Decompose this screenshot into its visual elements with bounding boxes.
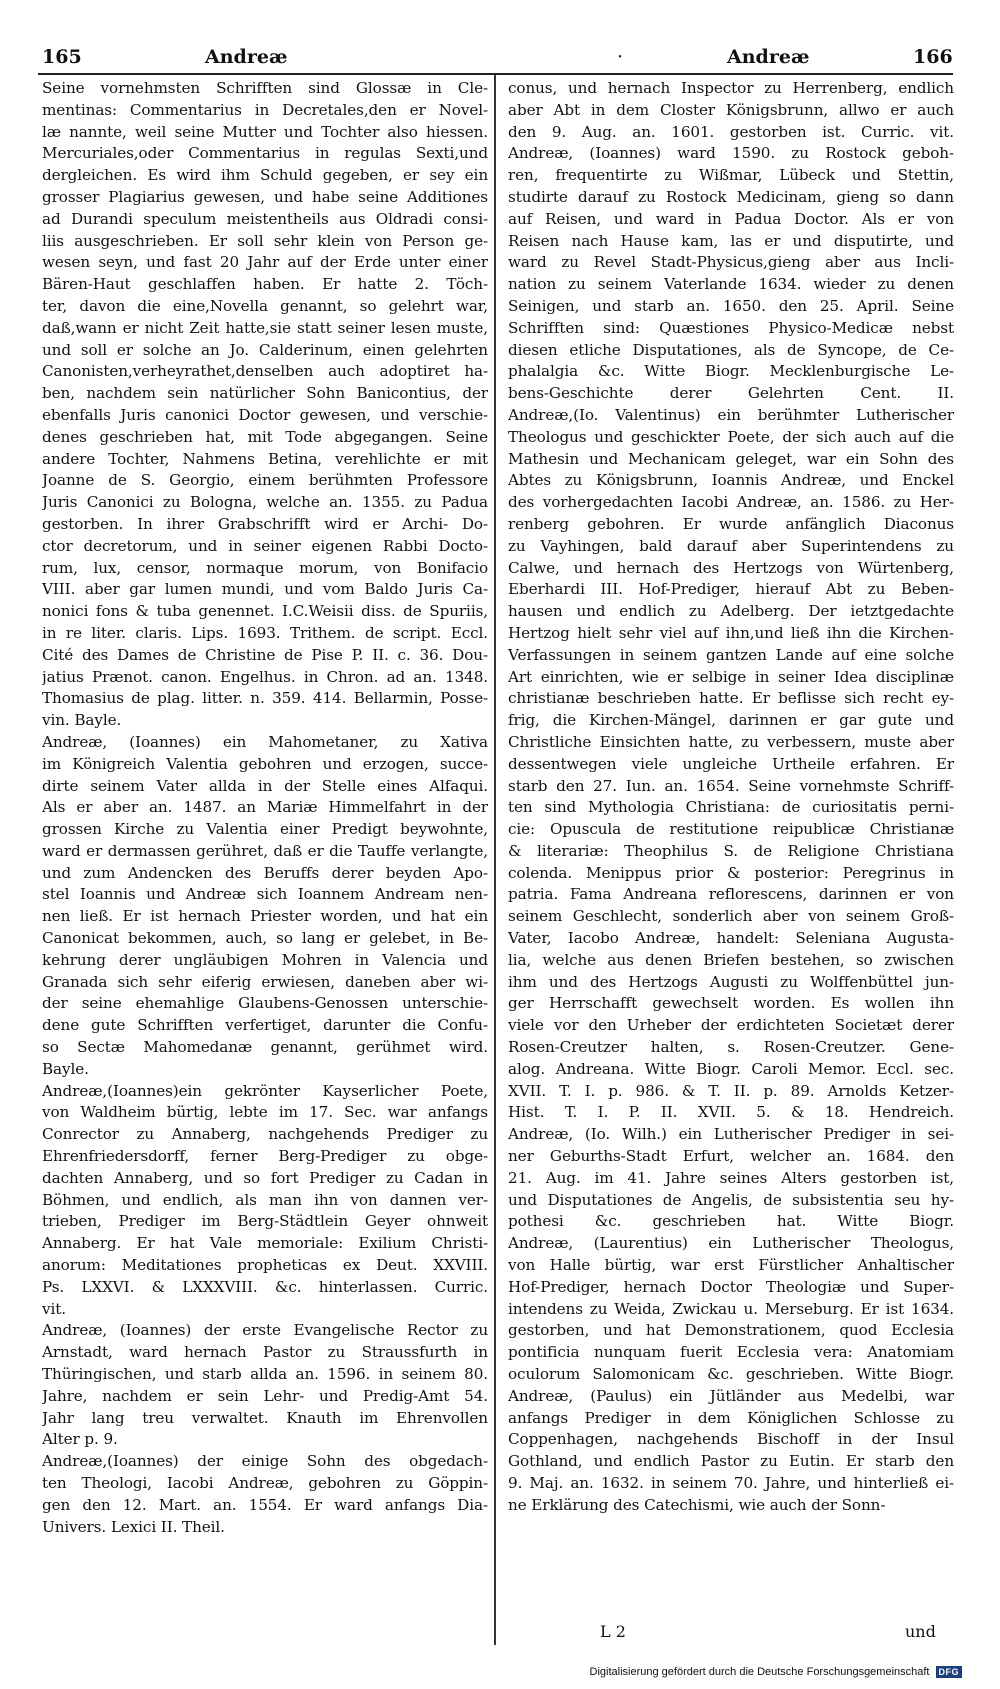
- text-line: gestorben. In ihrer Grabschrifft wird er Archi- Do-: [42, 514, 488, 533]
- text-line: Jahre, nachdem er sein Lehr- und Predig-Amt 54.: [42, 1386, 488, 1405]
- text-line: denes geschrieben hat, mit Tode abgegangen. Seine: [42, 427, 488, 446]
- text-line: in re liter. claris. Lips. 1693. Trithem. de script. Eccl.: [42, 623, 488, 642]
- text-line: Thüringischen, und starb allda an. 1596. in seinem 80.: [42, 1365, 488, 1384]
- text-line: Böhmen, und endlich, als man ihn von dannen ver-: [42, 1190, 488, 1209]
- text-line: und Disputationes de Angelis, de subsistentia seu hy-: [508, 1190, 954, 1209]
- text-line: Andreæ,(Ioannes) der einige Sohn des obgedach-: [42, 1452, 488, 1471]
- text-line: pothesi &c. geschrieben hat. Witte Biogr.: [508, 1212, 954, 1231]
- text-line: Rosen-Creutzer halten, s. Rosen-Creutzer. Gene-: [508, 1038, 954, 1057]
- left-running-title: Andreæ: [205, 46, 288, 68]
- text-line: starb den 27. Iun. an. 1654. Seine vornehmste Schriff-: [508, 776, 954, 795]
- text-line: Bayle.: [42, 1059, 89, 1078]
- text-line: Annaberg. Er hat Vale memoriale: Exilium Christi-: [42, 1234, 488, 1253]
- text-line: ebenfalls Juris canonici Doctor gewesen, und verschie-: [42, 405, 488, 424]
- text-line: mentinas: Commentarius in Decretales,den er Novel-: [42, 100, 488, 119]
- text-line: grossen Kirche zu Valentia einer Predigt beywohnte,: [42, 820, 488, 839]
- column-divider: [494, 75, 496, 1645]
- text-line: ren, frequentirte zu Wißmar, Lübeck und Stettin,: [508, 166, 954, 185]
- text-line: Canonisten,verheyrathet,denselben auch adoptiret ha-: [42, 362, 488, 381]
- text-line: dachten Annaberg, und so fort Prediger zu Cadan in: [42, 1168, 488, 1187]
- text-line: alog. Andreana. Witte Biogr. Caroli Memor. Eccl. sec.: [508, 1059, 954, 1078]
- text-line: jatius Prænot. canon. Engelhus. in Chron. ad an. 1348.: [42, 667, 488, 686]
- text-line: seinem Geschlecht, sonderlich aber von seinem Groß-: [508, 907, 954, 926]
- text-line: patria. Fama Andreana reflorescens, darinnen er von: [508, 885, 954, 904]
- text-line: hausen und endlich zu Adelberg. Der ietztgedachte: [508, 602, 954, 621]
- right-page-number: 166: [913, 46, 953, 68]
- text-line: 9. Maj. an. 1632. in seinem 70. Jahre, und hinterließ ei-: [508, 1474, 954, 1492]
- text-line: VIII. aber gar lumen mundi, und vom Baldo Juris Ca-: [42, 580, 488, 599]
- text-line: der seine ehemahlige Glaubens-Genossen unterschie-: [42, 994, 488, 1013]
- text-line: ten sind Mythologia Christiana: de curiositatis perni-: [508, 798, 954, 817]
- text-line: 21. Aug. im 41. Jahre seines Alters gestorben ist,: [508, 1168, 954, 1187]
- text-line: phalalgia &c. Witte Biogr. Mecklenburgische Le-: [508, 362, 954, 381]
- text-line: dirte seinem Vater allda in der Stelle eines Alfaqui.: [42, 776, 488, 795]
- text-line: ad Durandi speculum meistentheils aus Oldradi consi-: [42, 209, 488, 228]
- text-line: anorum: Meditationes propheticas ex Deut. XXVIII.: [42, 1256, 488, 1275]
- text-line: colenda. Menippus prior & posterior: Peregrinus in: [508, 863, 954, 882]
- text-line: und zum Andencken des Beruffs derer beyden Apo-: [42, 863, 488, 882]
- text-line: christianæ beschrieben hatte. Er beflisse sich recht ey-: [508, 689, 954, 708]
- text-line: dene gute Schrifften verfertiget, darunter die Confu-: [42, 1016, 488, 1035]
- text-line: auf Reisen, und ward in Padua Doctor. Als er von: [508, 209, 954, 228]
- text-line: ben, nachdem sein natürlicher Sohn Banicontius, der: [42, 384, 488, 403]
- text-line: Mathesin und Mechanicam geleget, war ein Sohn des: [508, 449, 954, 468]
- text-line: Schrifften sind: Quæstiones Physico-Medicæ nebst: [508, 318, 954, 337]
- text-line: Hist. T. I. P. II. XVII. 5. & 18. Hendreich.: [508, 1103, 954, 1122]
- text-line: daß,wann er nicht Zeit hatte,sie statt seiner lesen muste,: [42, 318, 488, 337]
- text-line: Theologus und geschickter Poete, der sich auch auf die: [508, 427, 954, 446]
- text-line: Seinigen, und starb an. 1650. den 25. April. Seine: [508, 296, 954, 315]
- text-line: Gothland, und endlich Pastor zu Eutin. Er starb den: [508, 1452, 954, 1471]
- text-line: Andreæ, (Paulus) ein Jütländer aus Medelbi, war: [508, 1386, 954, 1405]
- center-mark: ·: [617, 46, 624, 68]
- text-line: Calwe, und hernach des Hertzogs von Würtenberg,: [508, 558, 954, 577]
- text-line: ctor decretorum, und in seiner eigenen Rabbi Docto-: [42, 536, 488, 555]
- footer: [590, 1666, 962, 1678]
- text-line: dessentwegen viele ungleiche Urtheile erfahren. Er: [508, 754, 954, 773]
- text-line: stel Ioannis und Andreæ sich Ioannem Andream nen-: [42, 885, 488, 904]
- text-line: nation zu seinem Vaterlande 1634. wieder zu denen: [508, 275, 954, 294]
- text-line: so Sectæ Mahomedanæ genannt, gerühmet wird.: [42, 1038, 488, 1057]
- text-line: conus, und hernach Inspector zu Herrenberg, endlich: [508, 79, 954, 97]
- text-line: und soll er solche an Jo. Calderinum, einen gelehrten: [42, 340, 488, 359]
- text-line: viele vor den Urheber der erdichteten Societæt derer: [508, 1016, 954, 1035]
- text-line: Andreæ, (Ioannes) ward 1590. zu Rostock geboh-: [508, 144, 954, 163]
- text-line: Andreæ, (Laurentius) ein Lutherischer Theologus,: [508, 1234, 954, 1253]
- text-line: vin. Bayle.: [42, 711, 122, 730]
- text-line: ward er dermassen gerühret, daß er die Tauffe verlangte,: [42, 841, 488, 860]
- text-line: ger Herrschafft gewechselt worden. Es wollen ihn: [508, 994, 954, 1013]
- text-line: zu Vayhingen, bald darauf aber Superintendens zu: [508, 536, 954, 555]
- text-line: intendens zu Weida, Zwickau u. Merseburg. Er ist 1634.: [508, 1299, 954, 1318]
- text-line: cie: Opuscula de restitutione reipublicæ Christianæ: [508, 820, 954, 839]
- text-line: Thomasius de plag. litter. n. 359. 414. Bellarmin, Posse-: [42, 689, 488, 708]
- dfg-logo: DFG: [936, 1666, 963, 1678]
- text-line: studirte darauf zu Rostock Medicinam, gieng so dann: [508, 187, 954, 206]
- text-line: & literariæ: Theophilus S. de Religione Christiana: [508, 841, 954, 860]
- text-line: læ nannte, weil seine Mutter und Tochter also hiessen.: [42, 122, 488, 141]
- text-line: anfangs Prediger in dem Königlichen Schlosse zu: [508, 1408, 954, 1427]
- text-line: XVII. T. I. p. 986. & T. II. p. 89. Arnolds Ketzer-: [508, 1081, 954, 1100]
- text-line: des vorhergedachten Iacobi Andreæ, an. 1586. zu Her-: [508, 493, 954, 512]
- text-line: gen den 12. Mart. an. 1554. Er ward anfangs Dia-: [42, 1495, 488, 1514]
- text-line: ne Erklärung des Catechismi, wie auch der Sonn-: [508, 1495, 886, 1514]
- text-line: Verfassungen in seinem gantzen Lande auf eine solche: [508, 645, 954, 664]
- text-line: diesen etliche Disputationes, als de Syncope, de Ce-: [508, 340, 954, 359]
- text-line: ward zu Revel Stadt-Physicus,gieng aber aus Incli-: [508, 253, 954, 272]
- text-line: Andreæ,(Ioannes)ein gekrönter Kayserlicher Poete,: [42, 1081, 488, 1100]
- text-line: bens-Geschichte derer Gelehrten Cent. II.: [508, 384, 954, 403]
- text-line: ihm und des Hertzogs Augusti zu Wolffenbüttel jun-: [508, 972, 954, 991]
- text-line: Juris Canonici zu Bologna, welche an. 1355. zu Padua: [42, 493, 488, 512]
- text-line: Granada sich sehr eiferig erwiesen, daneben aber wi-: [42, 972, 488, 991]
- text-line: ner Geburths-Stadt Erfurt, welcher an. 1684. den: [508, 1147, 954, 1166]
- text-line: trieben, Prediger im Berg-Städtlein Geyer ohnweit: [42, 1212, 488, 1231]
- text-line: kehrung derer ungläubigen Mohren in Valencia und: [42, 950, 488, 969]
- text-line: Andreæ, (Io. Wilh.) ein Lutherischer Prediger in sei-: [508, 1125, 954, 1144]
- text-line: den 9. Aug. an. 1601. gestorben ist. Curric. vit.: [508, 122, 954, 141]
- text-line: Seine vornehmsten Schrifften sind Glossæ in Cle-: [42, 79, 488, 97]
- text-line: nen ließ. Er ist hernach Priester worden, und hat ein: [42, 907, 488, 926]
- text-line: Vater, Iacobo Andreæ, handelt: Seleniana Augusta-: [508, 929, 954, 948]
- text-line: Andreæ,(Io. Valentinus) ein berühmter Lutherischer: [508, 405, 954, 424]
- text-line: vit.: [42, 1299, 66, 1318]
- text-line: Andreæ, (Ioannes) ein Mahometaner, zu Xativa: [42, 732, 488, 751]
- text-line: rum, lux, censor, normaque morum, von Bonifacio: [42, 558, 488, 577]
- text-line: Arnstadt, ward hernach Pastor zu Straussfurth in: [42, 1343, 488, 1362]
- text-line: Ehrenfriedersdorff, ferner Berg-Prediger zu obge-: [42, 1147, 488, 1166]
- text-line: frig, die Kirchen-Mängel, darinnen er gar gute und: [508, 711, 954, 730]
- text-line: dergleichen. Es wird ihm Schuld gegeben, er sey ein: [42, 166, 488, 185]
- text-line: pontificia nunquam fuerit Ecclesia vera: Anatomiam: [508, 1343, 954, 1362]
- text-line: Abtes zu Königsbrunn, Ioannis Andreæ, und Enckel: [508, 471, 954, 490]
- text-line: grosser Plagiarius gewesen, und habe seine Additiones: [42, 187, 488, 206]
- text-line: oculorum Salomonicam &c. geschrieben. Witte Biogr.: [508, 1365, 954, 1384]
- text-line: Conrector zu Annaberg, nachgehends Prediger zu: [42, 1125, 488, 1144]
- text-line: Als er aber an. 1487. an Mariæ Himmelfahrt in der: [42, 798, 488, 817]
- text-line: renberg gebohren. Er wurde anfänglich Diaconus: [508, 514, 954, 533]
- text-line: Coppenhagen, nachgehends Bischoff in der Insul: [508, 1430, 954, 1449]
- text-line: Andreæ, (Ioannes) der erste Evangelische Rector zu: [42, 1321, 488, 1340]
- text-line: Joanne de S. Georgio, einem berühmten Professore: [42, 471, 488, 490]
- text-line: Reisen nach Hause kam, las er und disputirte, und: [508, 231, 954, 250]
- text-line: ten Theologi, Iacobi Andreæ, gebohren zu Göppin-: [42, 1474, 488, 1492]
- text-line: Hertzog hielt sehr viel auf ihn,und ließ ihn die Kirchen-: [508, 623, 954, 642]
- text-line: nonici fons & tuba genennet. I.C.Weisii diss. de Spuriis,: [42, 602, 488, 621]
- text-line: im Königreich Valentia gebohren und erzogen, succe-: [42, 754, 488, 773]
- text-line: Mercuriales,oder Commentarius in regulas Sexti,und: [42, 144, 488, 163]
- text-line: Eberhardi III. Hof-Prediger, hierauf Abt zu Beben-: [508, 580, 954, 599]
- text-line: Ps. LXXVI. & LXXXVIII. &c. hinterlassen. Curric.: [42, 1277, 488, 1296]
- text-line: von Waldheim bürtig, lebte im 17. Sec. war anfangs: [42, 1103, 488, 1122]
- text-line: Christliche Einsichten hatte, zu verbessern, muste aber: [508, 732, 954, 751]
- text-line: Bären-Haut geschlaffen haben. Er hatte 2. Töch-: [42, 275, 488, 294]
- text-line: lia, welche aus denen Briefen bestehen, so zwischen: [508, 950, 954, 969]
- right-column: [508, 78, 954, 1517]
- text-line: liis ausgeschrieben. Er soll sehr klein von Person ge-: [42, 231, 488, 250]
- signature-mark: L 2: [600, 1622, 626, 1641]
- text-line: Hof-Prediger, hernach Doctor Theologiæ und Super-: [508, 1277, 954, 1296]
- text-line: Alter p. 9.: [42, 1430, 118, 1449]
- text-line: von Halle bürtig, war erst Fürstlicher Anhaltischer: [508, 1256, 954, 1275]
- text-line: Cité des Dames de Christine de Pise P. II. c. 36. Dou-: [42, 645, 488, 664]
- text-line: andere Tochter, Nahmens Betina, verehlichte er mit: [42, 449, 488, 468]
- text-line: gestorben, und hat Demonstrationem, quod Ecclesia: [508, 1321, 954, 1340]
- text-line: Canonicat bekommen, auch, so lang er gelebet, in Be-: [42, 929, 488, 948]
- text-line: Univers. Lexici II. Theil.: [42, 1517, 225, 1536]
- text-line: Jahr lang treu verwaltet. Knauth im Ehrenvollen: [42, 1408, 488, 1427]
- text-line: wesen seyn, und fast 20 Jahr auf der Erde unter einer: [42, 253, 488, 272]
- text-line: Art einrichten, wie er selbige in seiner Idea disciplinæ: [508, 667, 954, 686]
- right-running-title: Andreæ: [727, 46, 810, 68]
- catchword: und: [905, 1622, 936, 1641]
- text-line: ter, davon die eine,Novella genannt, so gelehrt war,: [42, 296, 488, 315]
- left-page-number: 165: [42, 46, 82, 68]
- text-line: aber Abt in dem Closter Königsbrunn, allwo er auch: [508, 100, 954, 119]
- left-column: [42, 78, 488, 1538]
- footer-credit: Digitalisierung gefördert durch die Deutsche Forschungsgemeinschaft: [589, 1666, 930, 1678]
